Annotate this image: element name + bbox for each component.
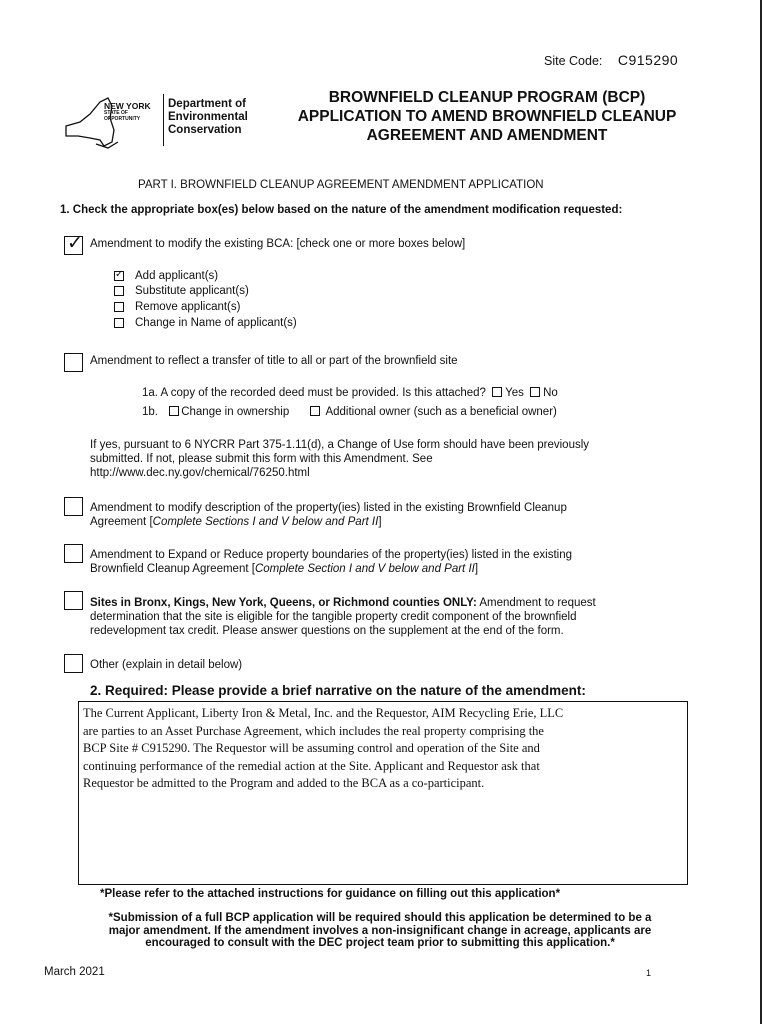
site-code-value: C915290 <box>617 52 679 68</box>
boundaries-line1: Amendment to Expand or Reduce property boundaries of the property(ies) listed in the existing <box>90 549 572 561</box>
dept-line1: Department of <box>168 98 246 110</box>
document-title <box>272 88 702 145</box>
narrative-line: The Current Applicant, Liberty Iron & Metal, Inc. and the Requestor, AIM Recycling Erie, LLC <box>83 706 564 720</box>
modify-bca-label: Amendment to modify the existing BCA: [check one or more boxes below] <box>90 238 466 250</box>
dept-line3: Conservation <box>168 124 242 136</box>
modify-description-label <box>90 501 567 529</box>
part-heading: PART I. BROWNFIELD CLEANUP AGREEMENT AMENDMENT APPLICATION <box>138 179 544 191</box>
boundaries-line2 <box>90 562 572 576</box>
deed-no-checkbox[interactable] <box>530 387 540 397</box>
transfer-title-checkbox[interactable] <box>64 353 83 372</box>
counties-checkbox[interactable] <box>64 591 83 610</box>
ny-state-sub1: STATE OF <box>104 110 128 116</box>
counties-bold: Sites in Bronx, Kings, New York, Queens, or Richmond counties ONLY: <box>90 597 477 609</box>
submission-note <box>30 912 730 950</box>
additional-owner-checkbox[interactable] <box>310 406 320 416</box>
page-number: 1 <box>646 968 652 978</box>
instructions-note: *Please refer to the attached instructions for guidance on filling out this application* <box>100 888 561 900</box>
counties-line2: determination that the site is eligible for the tangible property credit component of the brownfield <box>90 611 577 623</box>
checkmark-icon: ✓ <box>115 269 124 280</box>
substitute-applicant-label: Substitute applicant(s) <box>135 285 249 297</box>
change-ownership-label: Change in ownership <box>181 406 290 418</box>
note-line2: submitted. If not, please submit this form with this Amendment. See <box>90 453 433 465</box>
transfer-title-label: Amendment to reflect a transfer of title to all or part of the brownfield site <box>90 355 458 367</box>
line2-italic: Complete Sections I and V below and Part II <box>152 516 379 528</box>
counties-label <box>90 596 596 638</box>
line2-prefix: Brownfield Cleanup Agreement [ <box>90 563 255 575</box>
question-1a-text: 1a. A copy of the recorded deed must be provided. Is this attached? <box>142 387 486 399</box>
department-name <box>168 98 248 137</box>
narrative-textarea[interactable] <box>78 701 688 885</box>
change-name-checkbox[interactable] <box>114 318 124 328</box>
narrative-line: continuing performance of the remedial action at the Site. Applicant and Requestor ask that <box>83 758 540 773</box>
page-edge-line <box>760 0 762 1024</box>
question-1: 1. Check the appropriate box(es) below based on the nature of the amendment modification requested: <box>60 204 623 216</box>
title-line3: AGREEMENT AND AMENDMENT <box>366 127 608 144</box>
dept-line2: Environmental <box>168 111 248 123</box>
narrative-line: are parties to an Asset Purchase Agreement, which includes the real property comprising the <box>83 723 544 738</box>
boundaries-checkbox[interactable] <box>64 544 83 563</box>
question-1a <box>142 386 558 400</box>
question-1b <box>142 405 557 419</box>
deed-no-label: No <box>543 387 558 399</box>
line2-suffix: ] <box>378 516 382 528</box>
note-line1: If yes, pursuant to 6 NYCRR Part 375-1.11(d), a Change of Use form should have been previously <box>90 439 590 451</box>
ny-state-sub2: OPPORTUNITY <box>104 116 141 122</box>
narrative-text <box>83 705 683 793</box>
question-2: 2. Required: Please provide a brief narrative on the nature of the amendment: <box>90 683 586 698</box>
narrative-line: Requestor be admitted to the Program and added to the BCA as a co-participant. <box>83 776 485 790</box>
ny-state-name: NEW YORK <box>104 101 151 111</box>
site-code <box>544 52 678 68</box>
nysdec-logo <box>60 94 270 150</box>
deed-yes-checkbox[interactable] <box>492 387 502 397</box>
modify-bca-checkbox[interactable] <box>64 233 83 255</box>
other-checkbox[interactable] <box>64 654 83 673</box>
counties-rest: Amendment to request <box>476 597 596 609</box>
counties-line1 <box>90 596 596 610</box>
substitute-applicant-checkbox[interactable] <box>114 286 124 296</box>
line2-prefix: Agreement [ <box>90 516 153 528</box>
line2-italic: Complete Section I and V below and Part II <box>254 563 475 575</box>
ny-state-wordmark <box>104 102 151 122</box>
title-line1: BROWNFIELD CLEANUP PROGRAM (BCP) <box>328 89 646 106</box>
checkmark-icon: ✓ <box>67 233 83 254</box>
add-applicant-checkbox[interactable] <box>114 271 124 281</box>
logo-divider <box>163 94 164 146</box>
additional-owner-label: Additional owner (such as a beneficial owner) <box>325 406 557 418</box>
title-line2: APPLICATION TO AMEND BROWNFIELD CLEANUP <box>297 108 677 125</box>
dec-url-link[interactable]: http://www.dec.ny.gov/chemical/76250.html <box>90 467 310 479</box>
submission-line1: *Submission of a full BCP application will be required should this application be determined to be a <box>108 912 652 924</box>
line2-suffix: ] <box>474 563 479 575</box>
modify-description-line2 <box>90 515 567 529</box>
footer-date: March 2021 <box>44 966 105 978</box>
change-ownership-checkbox[interactable] <box>169 406 179 416</box>
remove-applicant-label: Remove applicant(s) <box>135 301 241 313</box>
narrative-line: BCP Site # C915290. The Requestor will be assuming control and operation of the Site and <box>83 741 540 755</box>
site-code-label: Site Code: <box>544 54 603 68</box>
deed-yes-label: Yes <box>505 387 524 399</box>
question-1b-prefix: 1b. <box>142 406 158 418</box>
boundaries-label <box>90 548 572 576</box>
remove-applicant-checkbox[interactable] <box>114 302 124 312</box>
counties-line3: redevelopment tax credit. Please answer questions on the supplement at the end of the form. <box>90 625 564 637</box>
submission-line2: major amendment. If the amendment involves a non-insignificant change in acreage, applicants are <box>108 924 652 937</box>
other-label: Other (explain in detail below) <box>90 659 243 671</box>
submission-line3: encouraged to consult with the DEC project team prior to submitting this application.* <box>145 937 615 949</box>
modify-description-line1: Amendment to modify description of the property(ies) listed in the existing Brownfield Cleanup <box>90 502 567 514</box>
change-of-use-note <box>90 438 690 480</box>
change-name-label: Change in Name of applicant(s) <box>135 317 297 329</box>
add-applicant-label: Add applicant(s) <box>135 270 219 282</box>
modify-description-checkbox[interactable] <box>64 497 83 516</box>
